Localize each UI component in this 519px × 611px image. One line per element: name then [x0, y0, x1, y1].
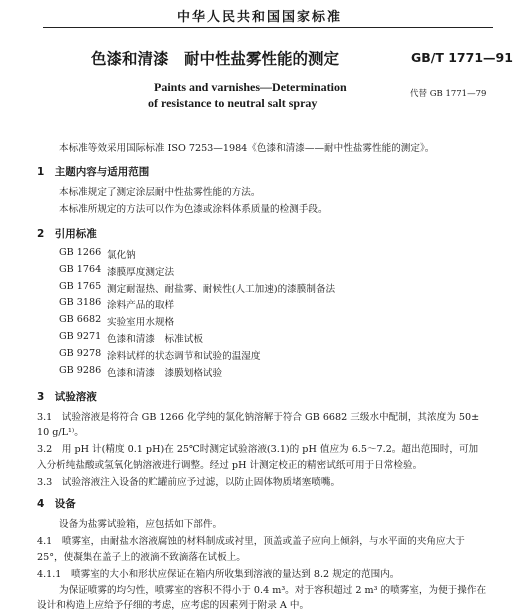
reference-code: GB 3186 [59, 297, 102, 308]
clause-3-3: 3.3 试验溶液注入设备的贮罐前应予过滤，以防止固体物质堵塞喷嘴。 [37, 477, 341, 488]
reference-code: GB 6682 [59, 314, 102, 325]
clause-3-1-line-1: 3.1 试验溶液是将符合 GB 1266 化学纯的氯化钠溶解于符合 GB 6682 三级水中配制，其浓度为 50± [37, 412, 480, 423]
section-1-line-1: 本标准规定了测定涂层耐中性盐雾性能的方法。 [59, 187, 261, 198]
reference-code: GB 9271 [59, 331, 102, 342]
clause-3-1-line-2: 10 g/L¹⁾。 [37, 427, 84, 438]
title-chinese: 色漆和清漆 耐中性盐雾性能的测定 [91, 50, 340, 68]
clause-3-2-line-2: 入分析纯盐酸或氢氧化钠溶液进行调整。经过 pH 计测定校正的精密试纸可用于日常检验。 [37, 460, 423, 471]
reference-name: 色漆和清漆 漆膜划格试验 [107, 368, 223, 379]
reference-name: 涂料产品的取样 [107, 300, 175, 311]
clause-4-1-line-1: 4.1 喷雾室，由耐盐水溶液腐蚀的材料制成或衬里，顶盖或盖子应向上倾斜，与水平面的夹角应大于 [37, 536, 465, 547]
section-4-intro: 设备为盐雾试验箱，应包括如下部件。 [59, 519, 223, 530]
clause-4-1-1: 4.1.1 喷雾室的大小和形状应保证在箱内所收集到溶液的量达到 8.2 规定的范围内。 [37, 569, 400, 580]
header-rule [43, 27, 493, 28]
reference-code: GB 1764 [59, 264, 102, 275]
section-2-heading: 2 引用标准 [37, 228, 97, 240]
clause-4-1-1-detail-line-2: 设计和构造上应给予仔细的考虑，应考虑的因素列于附录 A 中。 [37, 600, 310, 611]
reference-code: GB 9278 [59, 348, 102, 359]
section-3-heading: 3 试验溶液 [37, 391, 97, 403]
reference-name: 氯化钠 [107, 250, 136, 261]
standard-number: GB/T 1771—91 [411, 50, 513, 65]
section-1-line-2: 本标准所规定的方法可以作为色漆或涂料体系质量的检测手段。 [59, 204, 328, 215]
reference-name: 实验室用水规格 [107, 317, 175, 328]
reference-name: 涂料试样的状态调节和试验的温湿度 [107, 351, 261, 362]
title-english-line-1: Paints and varnishes—Determination [154, 80, 347, 94]
replaces-note: 代替 GB 1771—79 [410, 89, 487, 99]
reference-name: 漆膜厚度测定法 [107, 267, 175, 278]
clause-4-1-line-2: 25°，使凝集在盖子上的液滴不致滴落在试板上。 [37, 552, 246, 563]
reference-code: GB 1765 [59, 281, 102, 292]
reference-code: GB 9286 [59, 365, 102, 376]
reference-code: GB 1266 [59, 247, 102, 258]
clause-4-1-1-detail-line-1: 为保证喷雾的均匀性，喷雾室的容积不得小于 0.4 m³。对于容积超过 2 m³ 的喷雾室，为便于操作在 [59, 585, 487, 596]
section-4-heading: 4 设备 [37, 498, 76, 510]
intro-paragraph: 本标准等效采用国际标准 ISO 7253—1984《色漆和清漆——耐中性盐雾性能的测定》。 [59, 143, 435, 154]
title-english-line-2: of resistance to neutral salt spray [148, 96, 318, 110]
reference-name: 色漆和清漆 标准试板 [107, 334, 203, 345]
reference-name: 测定耐湿热、耐盐雾、耐候性(人工加速)的漆膜制备法 [107, 284, 336, 295]
standard-organization-header: 中华人民共和国国家标准 [176, 10, 342, 25]
clause-3-2-line-1: 3.2 用 pH 计(精度 0.1 pH)在 25℃时测定试验溶液(3.1)的 pH 值应为 6.5～7.2。超出范围时，可加 [37, 444, 479, 455]
section-1-heading: 1 主题内容与适用范围 [37, 166, 150, 178]
